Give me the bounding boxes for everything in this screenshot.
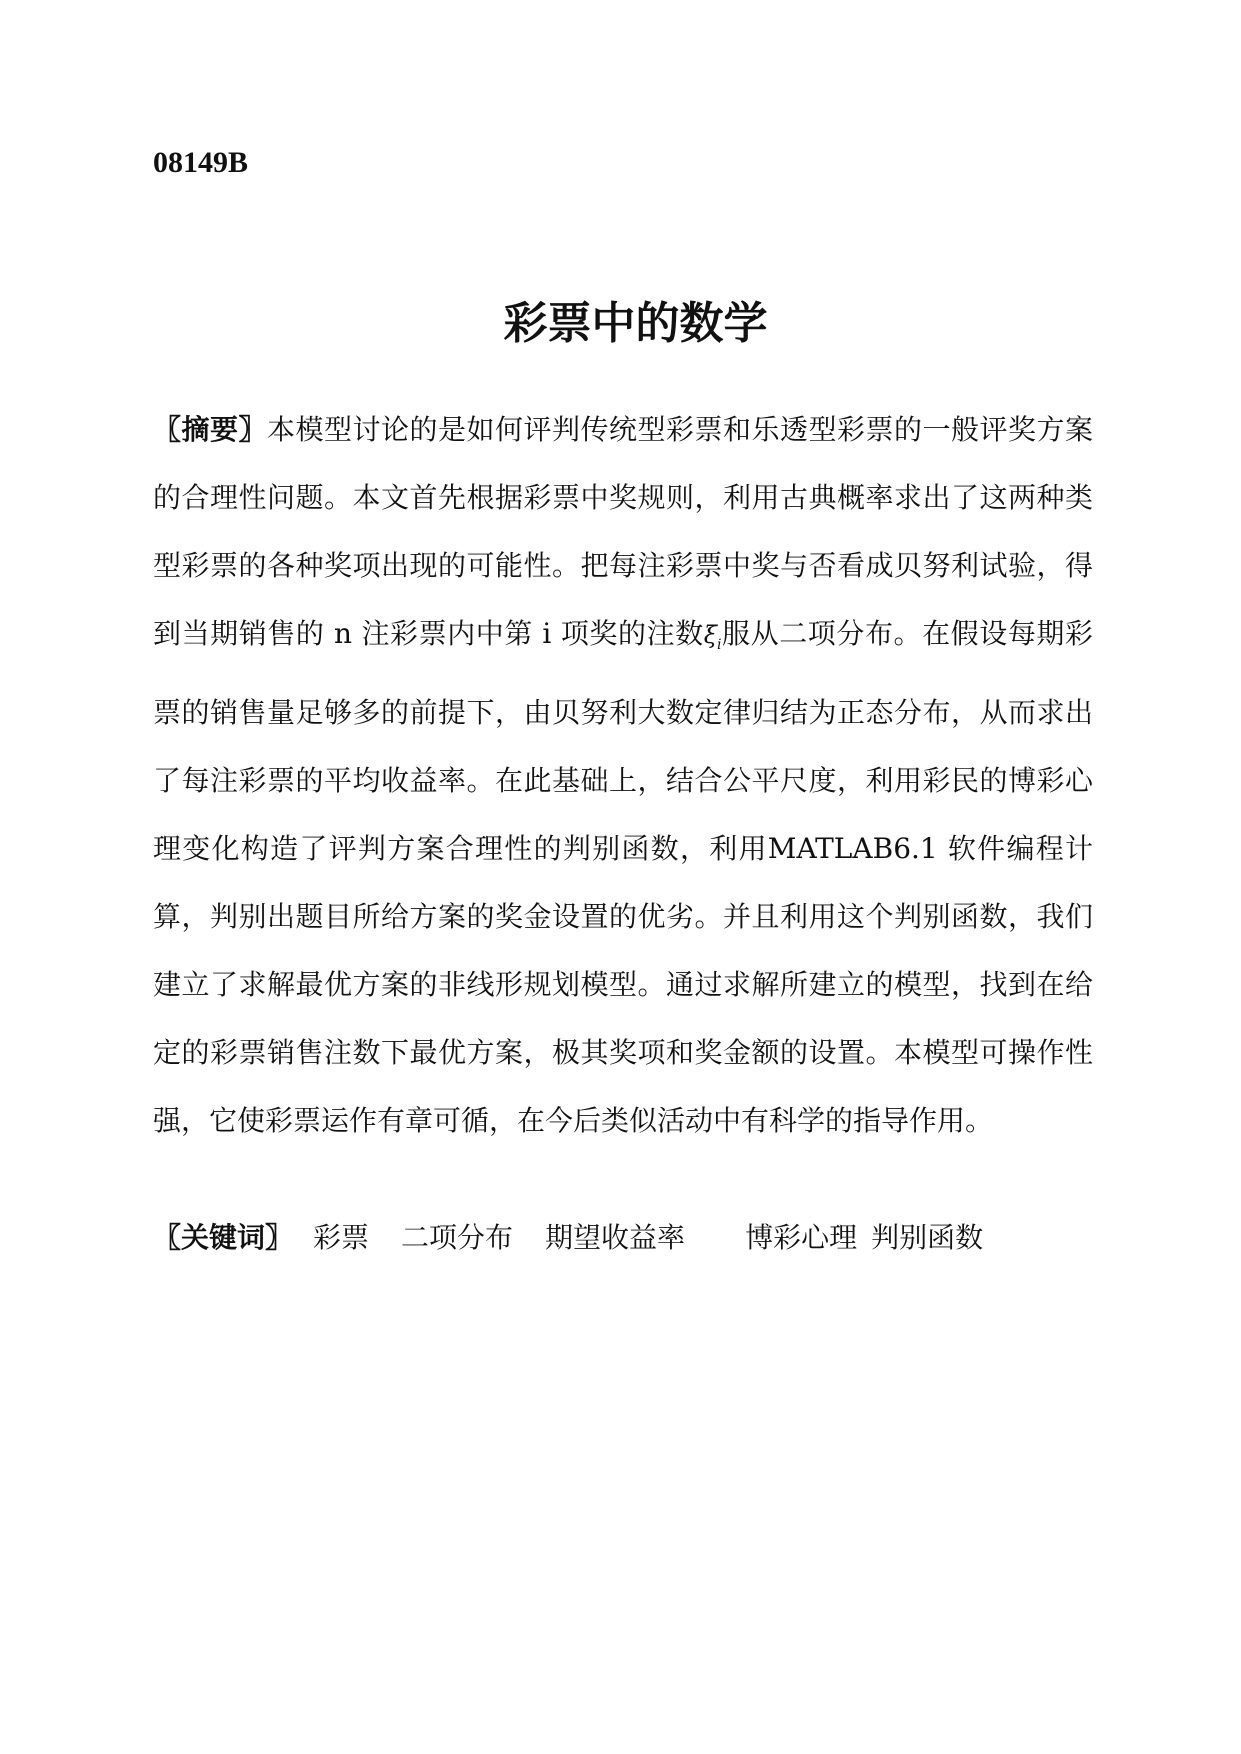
keyword: 期望收益率: [545, 1221, 686, 1254]
paper-title: 彩票中的数学: [503, 298, 768, 349]
keyword: 判别函数: [871, 1221, 984, 1254]
abstract-label: 〖摘要〗: [153, 413, 267, 446]
keywords-label: 〖关键词〗: [153, 1221, 294, 1254]
abstract-text-part-1: 本模型讨论的是如何评判传统型彩票和乐透型彩票的一般评奖方案的合理性问题。本文首先根据彩票中奖规则，利用古典概率求出了这两种类型彩票的各种奖项出现的可能性。把每注彩票中奖与否看成贝努利试验，得到当期销售的 n 注彩票内中第 i 项奖的注数: [153, 413, 1093, 650]
keyword: 二项分布: [401, 1221, 514, 1254]
xi-symbol-subscript: i: [716, 636, 722, 653]
abstract-paragraph: [153, 396, 1093, 1155]
xi-symbol: [703, 621, 722, 653]
abstract-text-part-2: 服从二项分布。在假设每期彩票的销售量足够多的前提下，由贝努利大数定律归结为正态分布，从而求出了每注彩票的平均收益率。在此基础上，结合公平尺度，利用彩民的博彩心理变化构造了评判方案合理性的判别函数，利用MATLAB6.1 软件编程计算，判别出题目所给方案的奖金设置的优劣。并且利用这个判别函数，我们建立了求解最优方案的非线形规划模型。通过求解所建立的模型，找到在给定的彩票销售注数下最优方案，极其奖项和奖金额的设置。本模型可操作性强，它使彩票运作有章可循，在今后类似活动中有科学的指导作用。: [153, 617, 1093, 1137]
paper-id: 08149B: [153, 146, 249, 179]
xi-symbol-base: ξ: [703, 621, 717, 649]
keywords-line: [153, 1218, 1093, 1258]
keyword: 博彩心理: [745, 1221, 858, 1254]
keyword: 彩票: [313, 1221, 370, 1254]
